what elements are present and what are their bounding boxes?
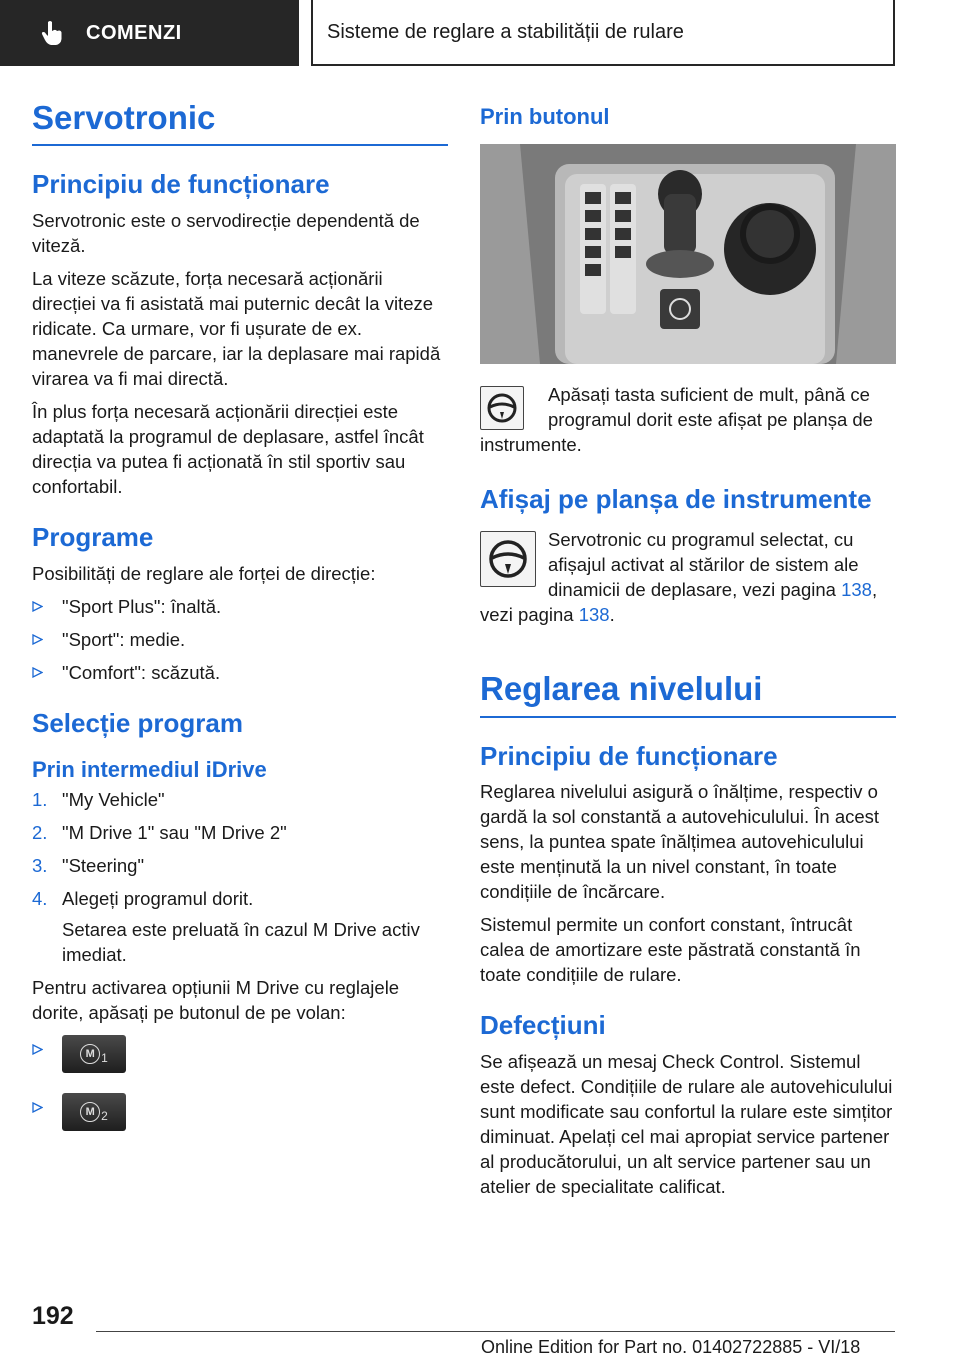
- chapter-title: Sisteme de reglare a stabilității de rulare: [327, 20, 684, 43]
- page-link-138-second[interactable]: 138: [578, 604, 610, 626]
- hand-pointer-icon: [40, 20, 64, 46]
- page-number: 192: [32, 1302, 74, 1330]
- display-text-a: Servotronic cu programul selectat, cu afișajul activat al stărilor de sistem ale dinamicii de deplasare, vezi pagina: [548, 529, 859, 601]
- programs-intro: Posibilități de reglare ale forței de direcție:: [32, 563, 376, 585]
- selection-heading: Selecție program: [32, 708, 243, 739]
- level-title: Reglarea nivelului: [480, 671, 896, 717]
- step-text: "M Drive 1" sau "M Drive 2": [62, 822, 287, 844]
- m-drive-1-button-icon: M 1: [62, 1035, 126, 1073]
- button-text: Apăsați tasta suficient de mult, până ce programul dorit este afișat pe planșa de instrumente.: [480, 384, 873, 456]
- steering-button-icon: [480, 386, 524, 430]
- display-text-c: .: [609, 604, 615, 626]
- footer-divider: [96, 1331, 895, 1332]
- principle-paragraph-1: Servotronic este o servodirecție dependentă de viteză.: [32, 210, 420, 257]
- programs-list: [32, 594, 448, 685]
- idrive-subheading: Prin intermediul iDrive: [32, 756, 267, 782]
- display-text-b: , vezi pagina: [480, 579, 878, 626]
- triangle-bullet-icon: [32, 601, 43, 612]
- mdrive-note: Pentru activarea opțiunii M Drive cu reglajele dorite, apăsați pe butonul de pe volan:: [32, 977, 400, 1024]
- faults-heading: Defecțiuni: [480, 1010, 606, 1041]
- list-item: [32, 853, 448, 878]
- step-text: Alegeți programul dorit.: [62, 888, 254, 910]
- triangle-bullet-icon: [32, 667, 43, 678]
- step-text: "Steering": [62, 855, 145, 877]
- center-console-image: [480, 144, 896, 364]
- level-principle-heading: Principiu de funcționare: [480, 740, 778, 771]
- faults-paragraph: Se afișează un mesaj Check Control. Sistemul este defect. Condițiile de rulare ale autovehiculului sunt modificate sau confortul la rulare este simțitor diminuat. Apelați cel mai apropiat service partener al producătorului, un alt service partener sau un atelier de specialitate calificat.: [480, 1051, 893, 1198]
- triangle-bullet-icon: [32, 1102, 43, 1113]
- level-paragraph-2: Sistemul permite un confort constant, întrucât calea de amortizare este păstrată constantă în toate condițiile de rulare.: [480, 914, 861, 986]
- step-number: 1.: [32, 789, 48, 811]
- level-paragraph-1: Reglarea nivelului asigură o înălțime, respectiv o gardă la sol constantă a autovehiculului. În acest sens, la puntea spate înălțimea autovehiculului este menținută la un nivel constant, în toate condițiile de încărcare.: [480, 781, 880, 903]
- list-item: [32, 886, 448, 911]
- left-column: [32, 100, 448, 1143]
- list-item: [32, 787, 448, 812]
- principle-paragraph-2: La viteze scăzute, forța necesară acționării direcției va fi asistată mai puternic decât la viteze ridicate. Ca urmare, vor fi ușurate de ex. manevrele de parcare, iar la deplasare mai rapidă virarea va fi mai directă.: [32, 268, 441, 390]
- page-link-138[interactable]: 138: [841, 579, 872, 601]
- steps-list: [32, 787, 448, 967]
- servotronic-title: Servotronic: [32, 100, 448, 146]
- principle-heading: Principiu de funcționare: [32, 169, 330, 200]
- center-console-illustration: [480, 144, 896, 364]
- display-heading: Afișaj pe planșa de instrumente: [480, 484, 872, 515]
- list-item: [32, 820, 448, 845]
- principle-paragraph-3: În plus forța necesară acționării direcției este adaptată la programul de deplasare, astfel încât direcția va putea fi acționată în stil sportiv sau confortabil.: [32, 401, 424, 498]
- list-item: "Sport Plus": înaltă.: [32, 594, 448, 619]
- step-number: 4.: [32, 888, 48, 910]
- triangle-bullet-icon: [32, 1044, 43, 1055]
- list-item: "Comfort": scăzută.: [32, 660, 448, 685]
- step-number: 2.: [32, 822, 48, 844]
- list-item: "Sport": medie.: [32, 627, 448, 652]
- right-column: [480, 100, 896, 1199]
- button-instruction: [480, 382, 896, 457]
- servotronic-display-icon: [480, 531, 536, 587]
- chapter-header: [311, 0, 895, 66]
- programs-heading: Programe: [32, 522, 154, 553]
- mdrive-buttons-list: [32, 1037, 448, 1143]
- edition-text: Online Edition for Part no. 01402722885 - VI/18: [481, 1337, 861, 1357]
- display-description: [480, 527, 896, 627]
- step-text: "My Vehicle": [62, 789, 165, 811]
- m-drive-2-button-icon: M 2: [62, 1093, 126, 1131]
- button-heading: Prin butonul: [480, 104, 610, 129]
- step-4-note: Setarea este preluată în cazul M Drive activ imediat.: [62, 919, 420, 966]
- triangle-bullet-icon: [32, 634, 43, 645]
- section-tab: [0, 0, 299, 66]
- step-number: 3.: [32, 855, 48, 877]
- section-label: COMENZI: [86, 21, 182, 44]
- list-item: [32, 1095, 448, 1143]
- list-item: [32, 1037, 448, 1085]
